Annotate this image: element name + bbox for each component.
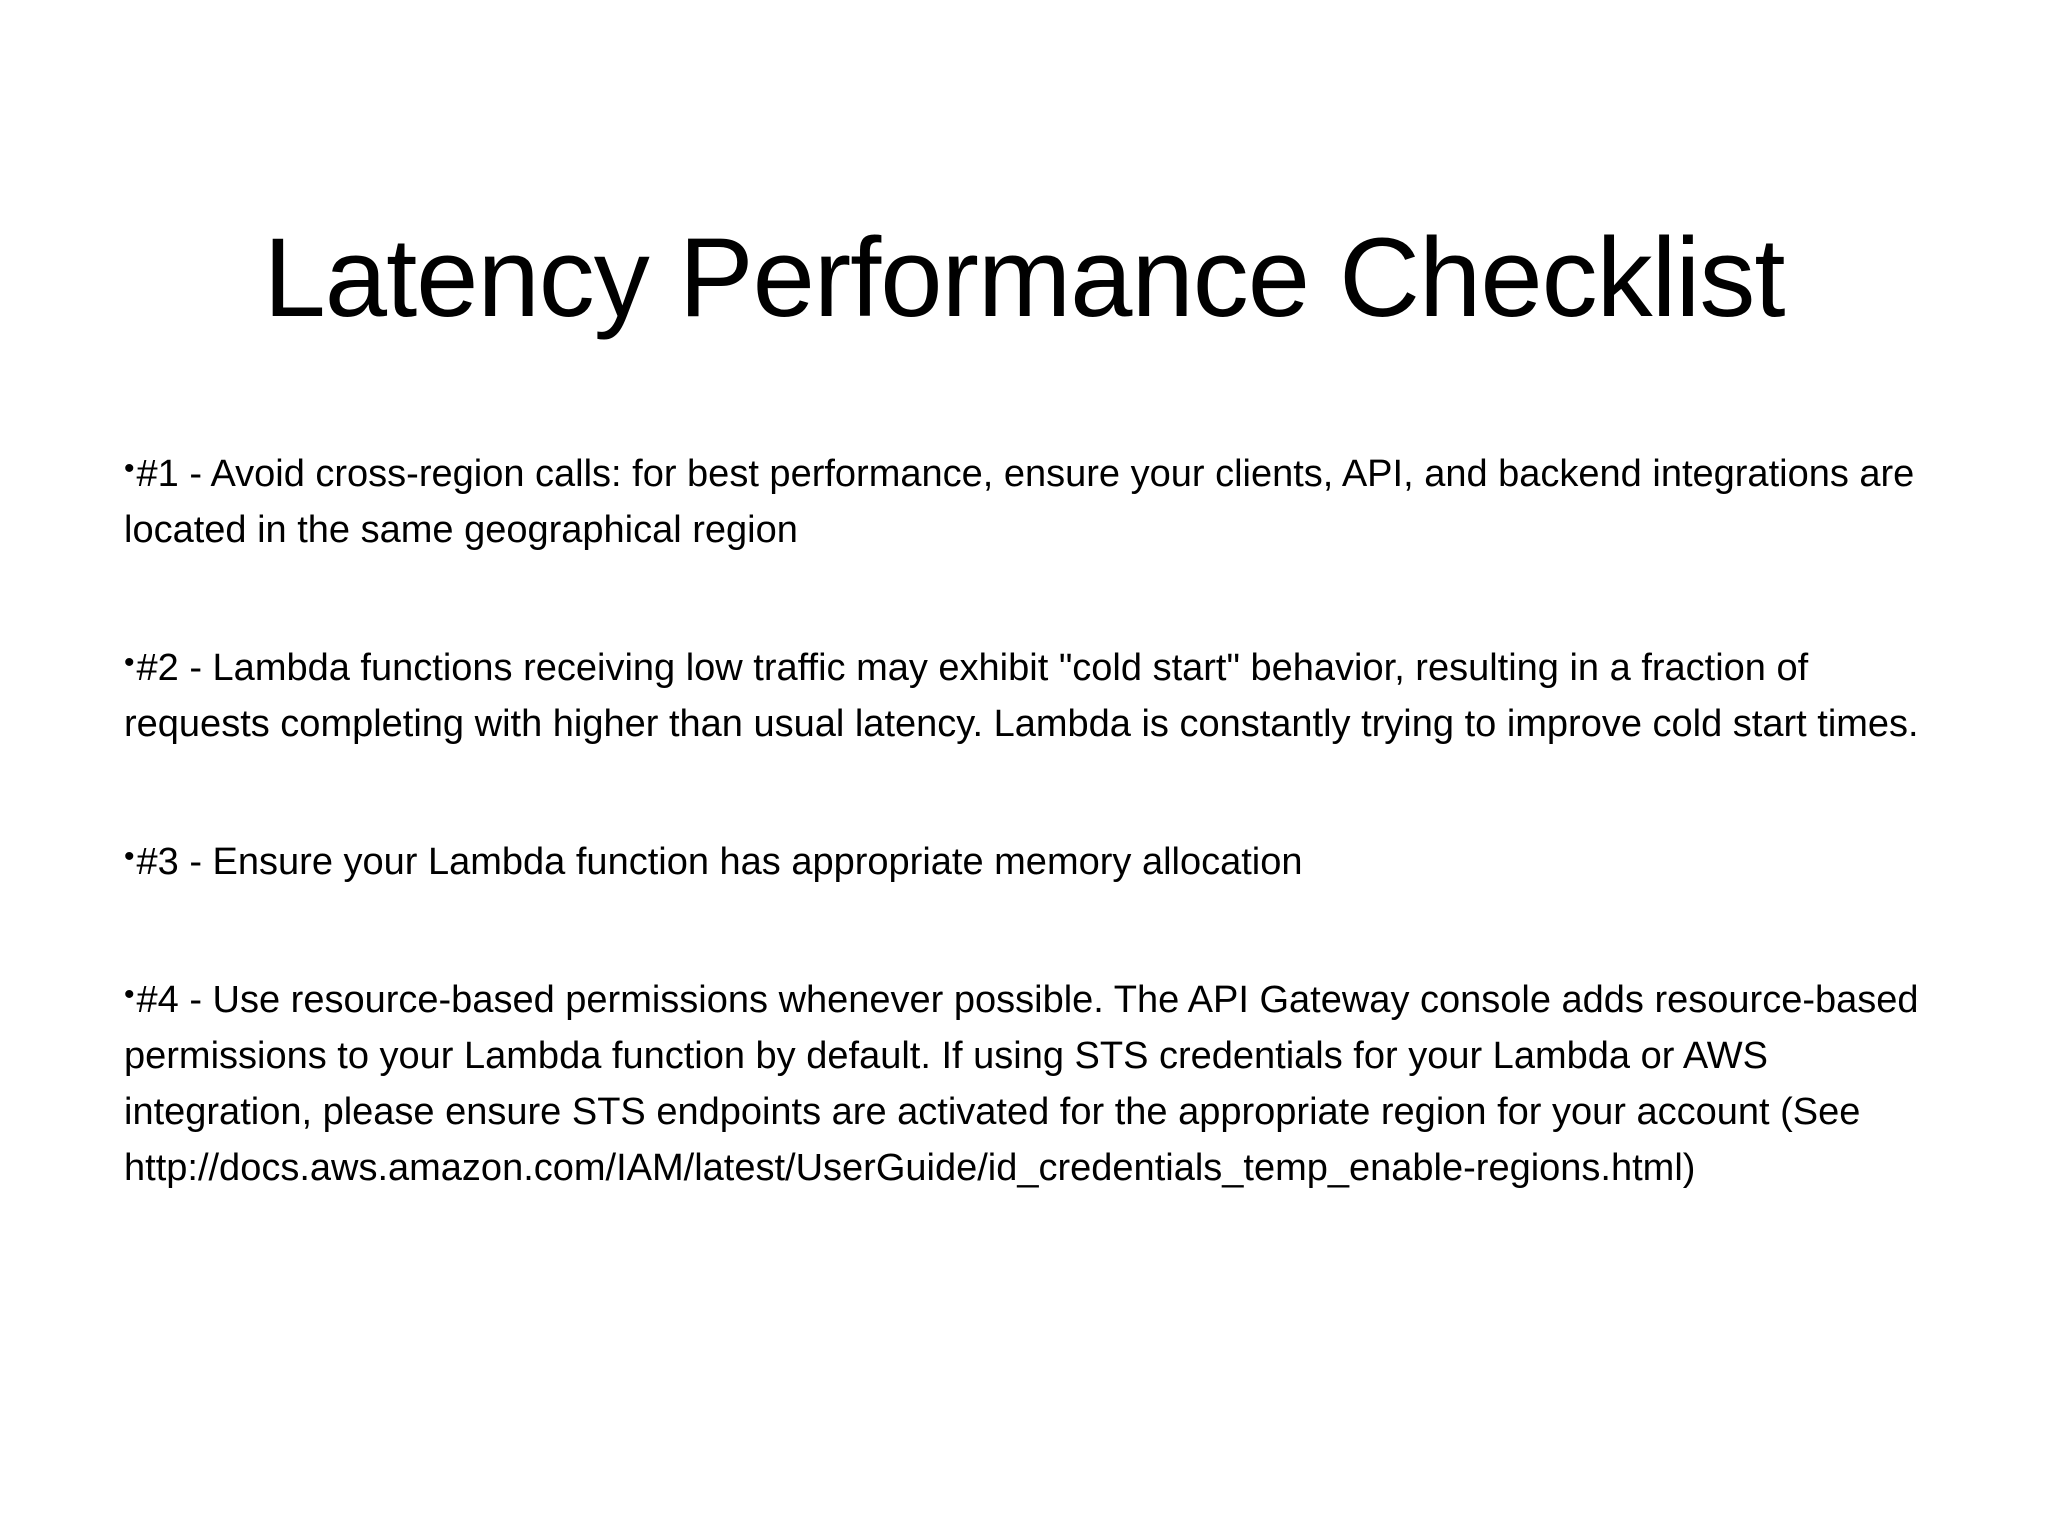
checklist-item-3 [124,829,1964,890]
checklist-item-text: #1 - Avoid cross-region calls: for best performance, ensure your clients, API, and backend integrations are located in the same geographical region [124,453,1915,551]
slide-title: Latency Performance Checklist [263,215,1785,341]
checklist-item-2 [124,635,1964,752]
checklist-item-4 [124,967,1964,1196]
bullet-icon: • [124,646,135,679]
checklist-item-text: #4 - Use resource-based permissions whenever possible. The API Gateway console adds resource-based permissions to your Lambda function by default. If using STS credentials for your Lambda or AWS integration, please ensure STS endpoints are activated for the appropriate region for your account (See http://docs.aws.amazon.com/IAM/latest/UserGuide/id_credentials_temp_enable-regions.html) [124,979,1919,1189]
bullet-icon: • [124,978,135,1011]
checklist-item-1 [124,441,1964,558]
bullet-icon: • [124,840,135,873]
checklist-item-text: #3 - Ensure your Lambda function has appropriate memory allocation [136,841,1303,883]
checklist-item-text: #2 - Lambda functions receiving low traffic may exhibit "cold start" behavior, resulting in a fraction of requests completing with higher than usual latency. Lambda is constantly trying to improve cold start times. [124,647,1919,745]
bullet-icon: • [124,452,135,485]
checklist [124,441,1964,1196]
